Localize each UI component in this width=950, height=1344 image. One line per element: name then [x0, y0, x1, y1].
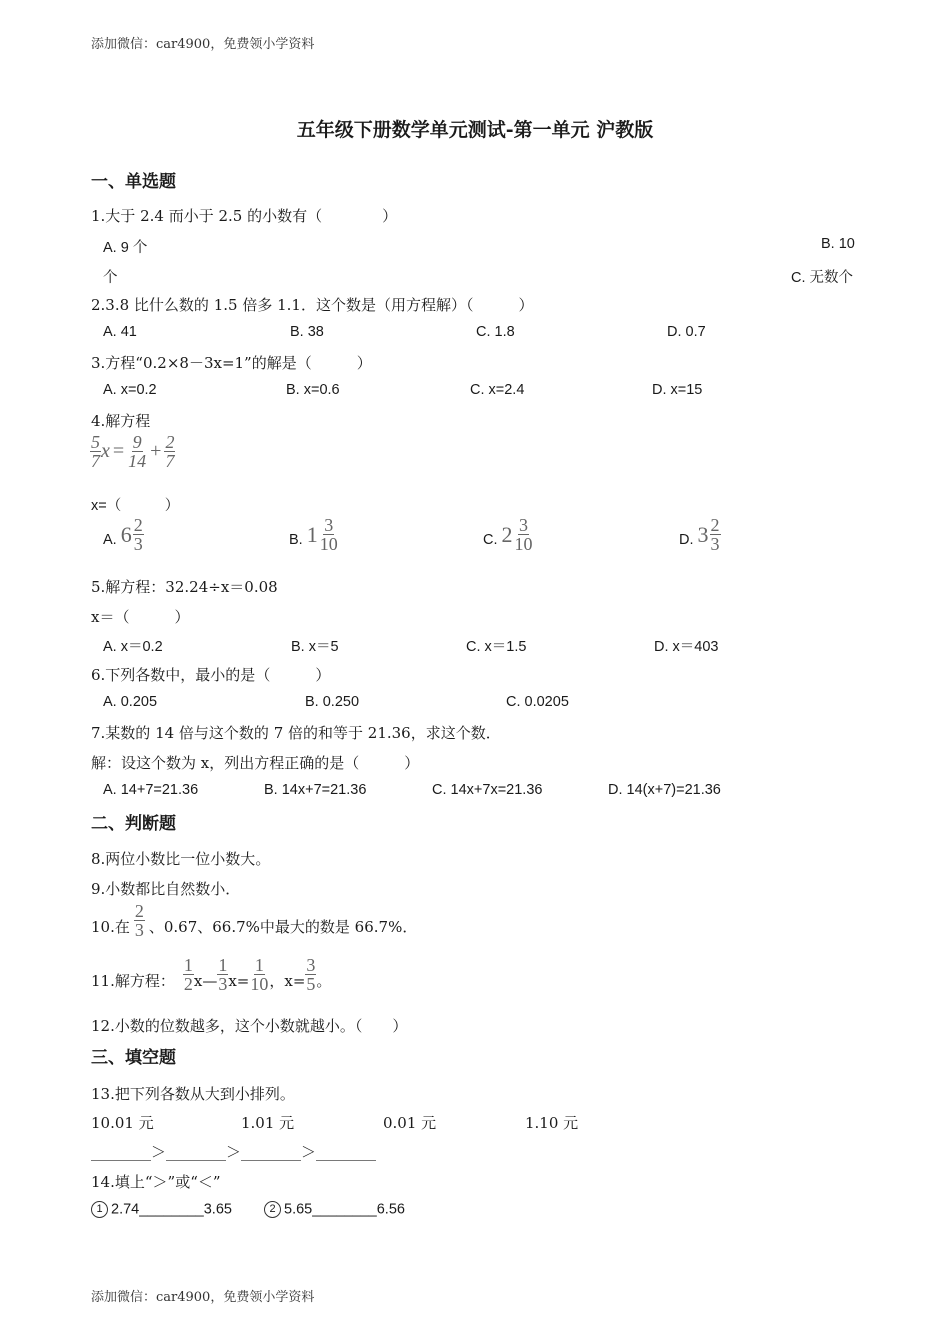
question-7: 7.某数的 14 倍与这个数的 7 倍的和等于 21.36，求这个数． — [91, 724, 501, 742]
q4-equation: $\frac{5}{7}$ x = $\frac{9}{14}$ + $\frac{2}{7}$ — [91, 432, 175, 471]
q3-option-b: B. x=0.6 — [286, 382, 340, 398]
footer-watermark: 添加微信：car4900，免费领小学资料 — [91, 1290, 315, 1305]
fraction: $\frac{1}{10}$ — [250, 955, 269, 994]
q2-option-d: D. 0.7 — [667, 324, 706, 340]
question-5: 5.解方程：32.24÷x＝0.08 — [91, 578, 278, 596]
q6-option-a: A. 0.205 — [103, 694, 158, 710]
question-2: 2.3.8 比什么数的 1.5 倍多 1.1．这个数是（用方程解）（ ） — [91, 296, 534, 314]
question-14: 14.填上“＞”或“＜” — [91, 1173, 221, 1191]
q14-item-1[interactable]: 1 2.74________3.65 — [91, 1201, 232, 1218]
q1-option-b: B. 10 — [821, 236, 855, 252]
fraction: $\frac{2}{7}$ — [165, 432, 175, 471]
q1-option-b-continued: 个 — [103, 270, 118, 286]
fraction: $\frac{9}{14}$ — [128, 432, 147, 471]
q6-option-b: B. 0.250 — [305, 694, 360, 710]
section-heading-single-choice: 一、单选题 — [91, 172, 176, 192]
q5-answer-line: x＝（ ） — [91, 608, 190, 626]
q2-option-a: A. 41 — [103, 324, 137, 340]
q7-setup-line: 解：设这个数为 x，列出方程正确的是（ ） — [91, 754, 420, 772]
question-6: 6.下列各数中，最小的是（ ） — [91, 666, 331, 684]
question-1: 1.大于 2.4 而小于 2.5 的小数有（ ） — [91, 207, 398, 225]
section-heading-true-false: 二、判断题 — [91, 814, 176, 834]
fraction: $\frac{3}{5}$ — [306, 955, 316, 994]
q14-item-2[interactable]: 2 5.65________6.56 — [264, 1201, 405, 1218]
question-8: 8.两位小数比一位小数大。 — [91, 850, 271, 868]
fraction: $\frac{2}{3}$ — [134, 901, 144, 940]
q1-option-c: C. 无数个 — [791, 270, 854, 286]
q13-value-1: 10.01 元 — [91, 1114, 154, 1132]
q1-option-a: A. 9 个 — [103, 240, 148, 256]
q13-value-3: 0.01 元 — [383, 1114, 437, 1132]
q13-value-4: 1.10 元 — [525, 1114, 579, 1132]
q13-answer-blanks[interactable]: ________＞________＞________＞________ — [91, 1143, 377, 1161]
mixed-number: 2 $\frac{3}{10}$ — [501, 515, 533, 554]
fraction: $\frac{5}{7}$ — [91, 432, 100, 471]
q4-answer-line: x=（ ） — [91, 498, 180, 514]
question-9: 9.小数都比自然数小． — [91, 880, 241, 898]
question-13: 13.把下列各数从大到小排列。 — [91, 1085, 295, 1103]
question-12: 12.小数的位数越多，这个小数就越小。（ ） — [91, 1017, 408, 1035]
q2-option-c: C. 1.8 — [476, 324, 515, 340]
q5-option-a: A. x＝0.2 — [103, 639, 163, 655]
q7-option-a: A. 14+7=21.36 — [103, 782, 199, 798]
question-11: 11.解方程： $\frac{1}{2}$ x— $\frac{1}{3}$ x= $\frac{1}{10}$ ，x= $\frac{3}{5}$ 。 — [91, 955, 332, 994]
fraction: $\frac{1}{2}$ — [183, 955, 193, 994]
q13-value-2: 1.01 元 — [241, 1114, 295, 1132]
q3-option-a: A. x=0.2 — [103, 382, 157, 398]
q7-option-b: B. 14x+7=21.36 — [264, 782, 367, 798]
q3-option-d: D. x=15 — [652, 382, 703, 398]
q3-option-c: C. x=2.4 — [470, 382, 525, 398]
q5-option-d: D. x＝403 — [654, 639, 719, 655]
mixed-number: 6 $\frac{2}{3}$ — [120, 515, 143, 554]
q5-option-c: C. x＝1.5 — [466, 639, 527, 655]
question-10: 10.在 $\frac{2}{3}$ 、0.67、66.7%中最大的数是 66.7%． — [91, 901, 418, 940]
q4-option-c: C. 2 $\frac{3}{10}$ — [483, 515, 533, 554]
q4-option-b: B. 1 $\frac{3}{10}$ — [289, 515, 338, 554]
q2-option-b: B. 38 — [290, 324, 324, 340]
question-3: 3.方程“0.2×8－3x=1”的解是（ ） — [91, 354, 372, 372]
circled-number: 1 — [91, 1201, 108, 1218]
section-heading-fill-in: 三、填空题 — [91, 1048, 176, 1068]
q4-option-a: A. 6 $\frac{2}{3}$ — [103, 515, 143, 554]
q7-option-c: C. 14x+7x=21.36 — [432, 782, 543, 798]
q7-option-d: D. 14(x+7)=21.36 — [608, 782, 721, 798]
question-4: 4.解方程 — [91, 412, 151, 430]
q6-option-c: C. 0.0205 — [506, 694, 569, 710]
page-title: 五年级下册数学单元测试-第一单元 沪教版 — [296, 119, 654, 141]
header-watermark: 添加微信：car4900，免费领小学资料 — [91, 37, 315, 52]
fraction: $\frac{1}{3}$ — [218, 955, 228, 994]
mixed-number: 1 $\frac{3}{10}$ — [306, 515, 338, 554]
q5-option-b: B. x＝5 — [291, 639, 339, 655]
circled-number: 2 — [264, 1201, 281, 1218]
mixed-number: 3 $\frac{2}{3}$ — [697, 515, 720, 554]
q4-option-d: D. 3 $\frac{2}{3}$ — [679, 515, 720, 554]
